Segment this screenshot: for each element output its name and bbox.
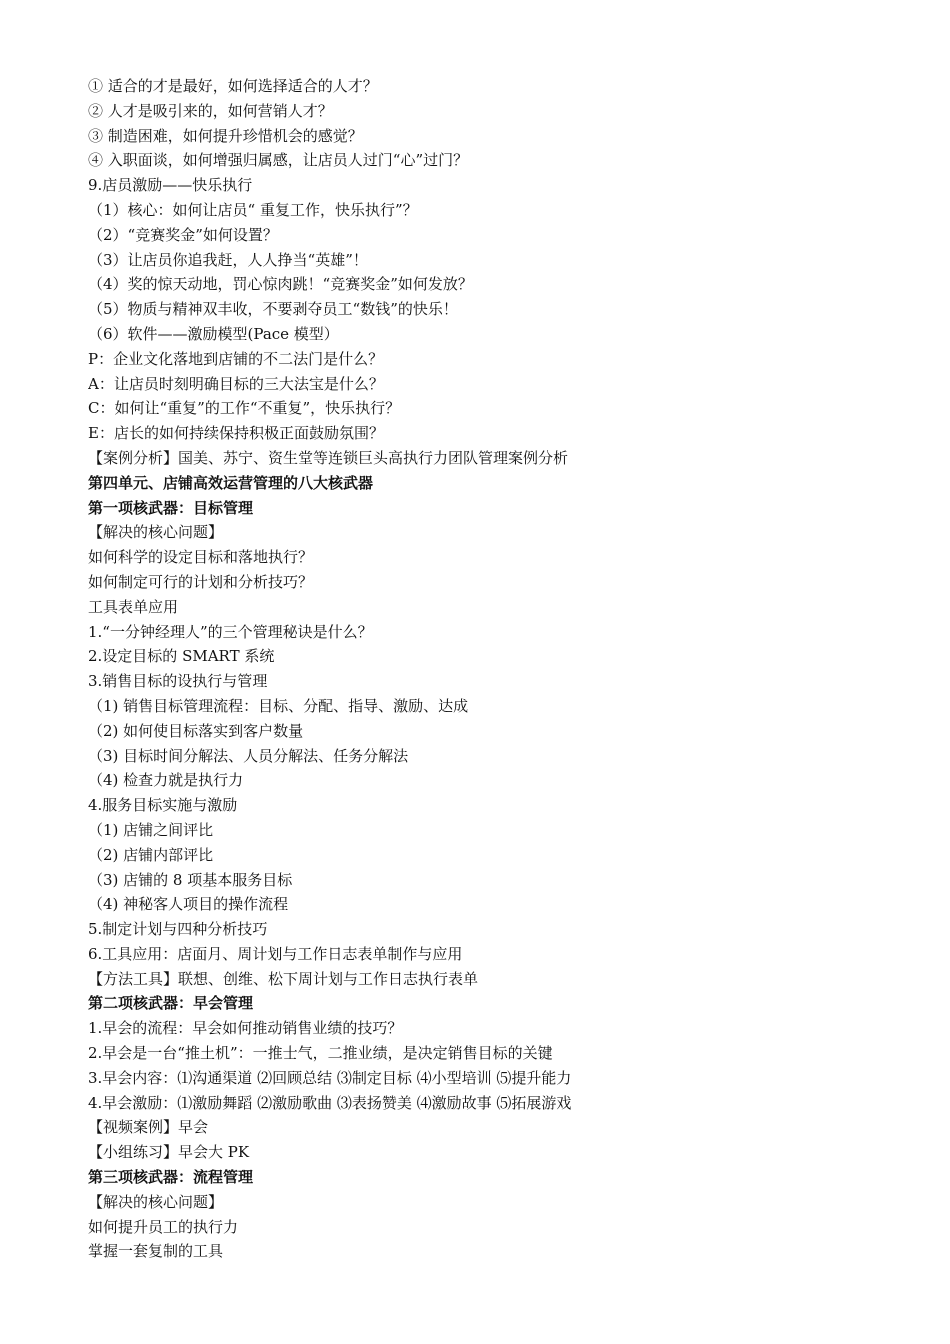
document-page [88,74,888,1264]
text-line: 1.早会的流程：早会如何推动销售业绩的技巧？ [88,1019,403,1038]
text-line: （6）软件——激励模型(Pace 模型） [88,324,339,343]
text-line: 3.销售目标的设执行与管理 [88,672,268,691]
text-line: 1.“一分钟经理人”的三个管理秘诀是什么？ [88,622,373,641]
text-line: 4.服务目标实施与激励 [88,796,238,815]
section-heading: 第三项核武器：流程管理 [88,1168,254,1187]
section-heading: 第四单元、店铺高效运营管理的八大核武器 [88,473,374,492]
text-line: 【小组练习】早会大 PK [88,1143,250,1162]
text-line: （5）物质与精神双丰收，不要剥夺员工“数钱”的快乐！ [88,300,458,319]
text-line: 如何提升员工的执行力 [88,1217,239,1236]
text-line: 如何科学的设定目标和落地执行？ [88,548,314,567]
text-line: 【方法工具】联想、创维、松下周计划与工作日志执行表单 [88,969,479,988]
text-line: （2) 如何使目标落实到客户数量 [88,721,304,740]
text-line: 5.制定计划与四种分析技巧 [88,920,268,939]
text-line: C：如何让“重复”的工作“不重复”，快乐执行？ [88,399,401,418]
text-line: 工具表单应用 [88,597,179,616]
text-line: 3.早会内容：⑴沟通渠道 ⑵回顾总结 ⑶制定目标 ⑷小型培训 ⑸提升能力 [88,1068,572,1087]
text-line: （3）让店员你追我赶，人人挣当“英雄”！ [88,250,368,269]
text-line: A：让店员时刻明确目标的三大法宝是什么？ [88,374,384,393]
section-heading: 第二项核武器：早会管理 [88,994,254,1013]
text-line: 4.早会激励：⑴激励舞蹈 ⑵激励歌曲 ⑶表扬赞美 ⑷激励故事 ⑸拓展游戏 [88,1093,572,1112]
text-line: （4）奖的惊天动地，罚心惊肉跳！“竞赛奖金”如何发放？ [88,275,473,294]
text-line: （4) 检查力就是执行力 [88,771,244,790]
text-line: （4) 神秘客人项目的操作流程 [88,895,289,914]
text-line: ③ 制造困难，如何提升珍惜机会的感觉？ [88,126,363,145]
text-line: ① 适合的才是最好，如何选择适合的人才？ [88,77,378,95]
text-line: 如何制定可行的计划和分析技巧？ [88,572,314,591]
text-line: 【案例分析】国美、苏宁、资生堂等连锁巨头高执行力团队管理案例分析 [88,448,569,467]
text-line: （3) 目标时间分解法、人员分解法、任务分解法 [88,746,409,765]
text-line: E：店长的如何持续保持积极正面鼓励氛围？ [88,424,384,443]
text-line: 【解决的核心问题】 [88,523,224,542]
text-line: （1) 销售目标管理流程：目标、分配、指导、激励、达成 [88,696,469,715]
text-line: 6.工具应用：店面月、周计划与工作日志表单制作与应用 [88,944,463,963]
section-heading: 第一项核武器：目标管理 [88,498,254,517]
text-line: 9.店员激励——快乐执行 [88,176,253,195]
text-line: P：企业文化落地到店铺的不二法门是什么？ [88,349,384,368]
text-line: （1) 店铺之间评比 [88,820,214,839]
text-line: 掌握一套复制的工具 [88,1242,224,1261]
text-line: ② 人才是吸引来的，如何营销人才？ [88,101,333,120]
text-line: 2.设定目标的 SMART 系统 [88,647,275,666]
text-line: （1）核心：如何让店员“ 重复工作，快乐执行”？ [88,200,418,219]
text-line: 【视频案例】早会 [88,1118,209,1137]
text-line: （2）“竞赛奖金”如何设置？ [88,225,278,244]
text-line: ④ 入职面谈，如何增强归属感，让店员人过门“心”过门？ [88,151,469,170]
text-line: 【解决的核心问题】 [88,1192,224,1211]
text-line: 2.早会是一台“推土机”：一推士气，二推业绩，是决定销售目标的关键 [88,1044,553,1063]
text-line: （2) 店铺内部评比 [88,845,214,864]
text-line: （3) 店铺的 8 项基本服务目标 [88,870,293,889]
